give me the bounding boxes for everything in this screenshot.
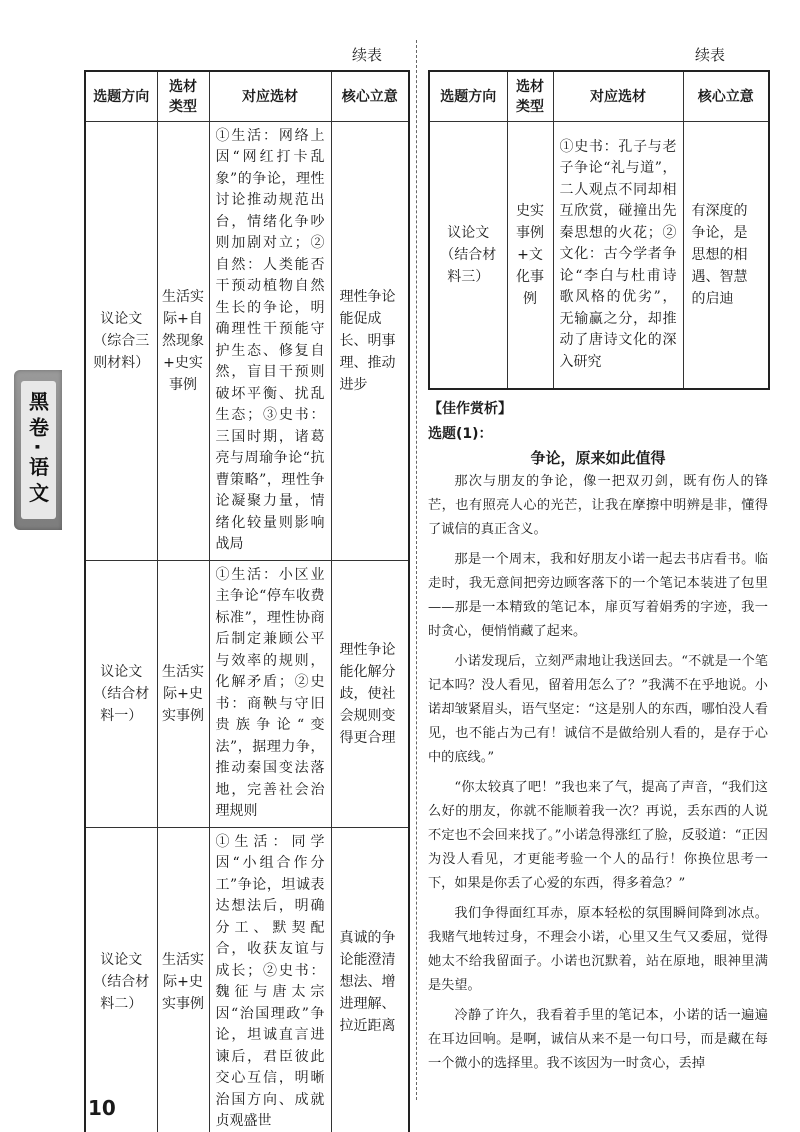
column-divider	[416, 40, 417, 1100]
cell-core: 理性争论能促成长、明事理、推动进步	[331, 121, 409, 560]
cell-direction: 议论文（结合材料一）	[85, 560, 157, 827]
header-core: 核心立意	[683, 71, 769, 121]
header-direction: 选题方向	[85, 71, 157, 121]
essay-paragraph: 冷静了许久，我看着手里的笔记本，小诺的话一遍遍在耳边回响。是啊，诚信从来不是一句口号，而是藏在每一个微小的选择里。我不该因为一时贪心，丢掉	[428, 1008, 768, 1071]
header-material: 对应选材	[553, 71, 683, 121]
cell-type: 生活实际+史实事例	[157, 827, 209, 1132]
side-tab	[14, 370, 62, 530]
header-material: 对应选材	[209, 71, 331, 121]
table-row	[429, 121, 769, 389]
header-core: 核心立意	[331, 71, 409, 121]
table-header-row	[85, 71, 409, 121]
cell-core: 有深度的争论，是思想的相遇、智慧的启迪	[683, 121, 769, 389]
cell-core: 理性争论能化解分歧，使社会规则变得更合理	[331, 560, 409, 827]
essay-title: 争论，原来如此值得	[530, 449, 666, 467]
topic-label: 选题(1)：	[428, 426, 493, 442]
cell-direction: 议论文（综合三则材料）	[85, 121, 157, 560]
essay-paragraph: “你太较真了吧！”我也来了气，提高了声音，“我们这么好的朋友，你就不能顺着我一次？再说，丢东西的人说不定也不会回来找了。”小诺急得涨红了脸，反驳道：“正因为没人看见，才更能考验一个人的品行！你换位思考一下，如果是你丢了心爱的东西，得多着急？”	[428, 780, 768, 891]
continued-label-left: 续表	[352, 46, 383, 64]
header-type: 选材类型	[507, 71, 553, 121]
table-row	[85, 121, 409, 560]
page-number: 10	[88, 1096, 116, 1120]
cell-material: ①生活：小区业主争论“停车收费标准”，理性协商后制定兼顾公平与效率的规则，化解矛盾；②史书：商鞅与守旧贵族争论“变法”，据理力争，推动秦国变法落地，完善社会治理规则	[209, 560, 331, 827]
continued-label-right: 续表	[695, 46, 726, 64]
topic-table-right	[428, 70, 770, 390]
cell-type: 生活实际+自然现象+史实事例	[157, 121, 209, 560]
header-type: 选材类型	[157, 71, 209, 121]
side-tab-label: 黑卷·语文	[21, 381, 56, 519]
cell-direction: 议论文（结合材料二）	[85, 827, 157, 1132]
table-row	[85, 560, 409, 827]
essay-paragraph: 我们争得面红耳赤，原本轻松的氛围瞬间降到冰点。我赌气地转过身，不理会小诺，心里又生气又委屈，觉得她太不给我留面子。小诺也沉默着，站在原地，眼神里满是失望。	[428, 906, 768, 993]
cell-core: 真诚的争论能澄清想法、增进理解、拉近距离	[331, 827, 409, 1132]
essay-body	[428, 470, 768, 1076]
cell-material: ①生活：网络上因“网红打卡乱象”的争论，理性讨论推动规范出台，情绪化争吵则加剧对立；②自然：人类能否干预动植物自然生长的争论，明确理性干预能守护生态、修复自然，盲目干预则破坏平衡、扰乱生态；③史书：三国时期，诸葛亮与周瑜争论“抗曹策略”，理性争论凝聚力量，情绪化较量则影响战局	[209, 121, 331, 560]
essay-paragraph: 小诺发现后，立刻严肃地让我送回去。“不就是一个笔记本吗？没人看见，留着用怎么了？”我满不在乎地说。小诺却皱紧眉头，语气坚定：“这是别人的东西，哪怕没人看见，也不能占为己有！诚信不是做给别人看的，是存于心中的底线。”	[428, 654, 768, 765]
essay-paragraph: 那次与朋友的争论，像一把双刃剑，既有伤人的锋芒，也有照亮人心的光芒，让我在摩擦中明辨是非，懂得了诚信的真正含义。	[428, 474, 768, 537]
essay-paragraph: 那是一个周末，我和好朋友小诺一起去书店看书。临走时，我无意间把旁边顾客落下的一个笔记本装进了包里——那是一本精致的笔记本，扉页写着娟秀的字迹，我一时贪心，便悄悄藏了起来。	[428, 552, 768, 639]
cell-material: ①史书：孔子与老子争论“礼与道”，二人观点不同却相互欣赏，碰撞出先秦思想的火花；②文化：古今学者争论“李白与杜甫诗歌风格的优劣”，无输赢之分，却推动了唐诗文化的深入研究	[553, 121, 683, 389]
topic-table-left	[84, 70, 410, 1132]
cell-material: ①生活：同学因“小组合作分工”争论，坦诚表达想法后，明确分工、默契配合，收获友谊与成长；②史书：魏征与唐太宗因“治国理政”争论，坦诚直言进谏后，君臣彼此交心互信，明晰治国方向、成就贞观盛世	[209, 827, 331, 1132]
header-direction: 选题方向	[429, 71, 507, 121]
section-label: 【佳作赏析】	[428, 401, 512, 417]
table-header-row	[429, 71, 769, 121]
cell-direction: 议论文（结合材料三）	[429, 121, 507, 389]
table-row	[85, 827, 409, 1132]
cell-type: 史实事例+文化事例	[507, 121, 553, 389]
cell-type: 生活实际+史实事例	[157, 560, 209, 827]
